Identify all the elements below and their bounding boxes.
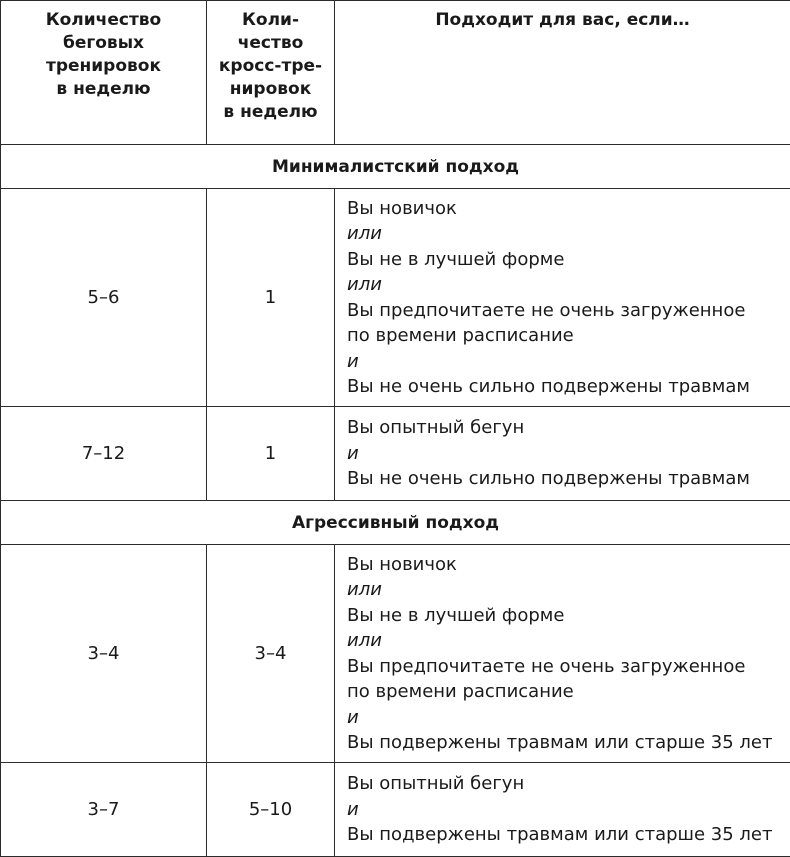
section-title-minimalist: Минималистский подход (1, 145, 790, 189)
condition-line: Вы новичок (347, 552, 790, 578)
header-line: в неделю (1, 78, 206, 101)
condition-line: Вы опытный бегун (347, 415, 790, 441)
cross-value: 1 (207, 189, 335, 407)
header-runs-per-week (1, 1, 207, 145)
condition-line: по времени расписание (347, 323, 790, 349)
header-line: в неделю (207, 101, 334, 124)
condition-line: Вы предпочитаете не очень загруженное (347, 654, 790, 680)
header-line: Подходит для вас, если… (335, 9, 790, 32)
header-line: беговых (1, 32, 206, 55)
conjunction-line: или (347, 577, 790, 603)
conditions-cell (335, 407, 790, 501)
condition-line: Вы не в лучшей форме (347, 247, 790, 273)
header-cross-per-week (207, 1, 335, 145)
header-suits-you-if (335, 1, 790, 145)
table-row (1, 545, 790, 763)
conditions-cell (335, 189, 790, 407)
runs-value: 3–7 (1, 763, 207, 857)
cross-value: 3–4 (207, 545, 335, 763)
condition-line: по времени расписание (347, 679, 790, 705)
header-line: тренировок (1, 55, 206, 78)
header-row (1, 1, 790, 145)
header-line: Коли- (207, 9, 334, 32)
conjunction-line: и (347, 441, 790, 467)
condition-line: Вы не очень сильно подвержены травмам (347, 374, 790, 400)
section-row (1, 145, 790, 189)
conjunction-line: или (347, 221, 790, 247)
conjunction-line: или (347, 272, 790, 298)
runs-value: 3–4 (1, 545, 207, 763)
conjunction-line: или (347, 628, 790, 654)
table-row (1, 189, 790, 407)
cross-value: 1 (207, 407, 335, 501)
conjunction-line: и (347, 797, 790, 823)
runs-value: 5–6 (1, 189, 207, 407)
runs-value: 7–12 (1, 407, 207, 501)
header-line: кросс-тре- (207, 55, 334, 78)
condition-line: Вы новичок (347, 196, 790, 222)
condition-line: Вы подвержены травмам или старше 35 лет (347, 822, 790, 848)
section-title-aggressive: Агрессивный подход (1, 501, 790, 545)
condition-line: Вы не очень сильно подвержены травмам (347, 466, 790, 492)
header-line: чество (207, 32, 334, 55)
condition-line: Вы подвержены травмам или старше 35 лет (347, 730, 790, 756)
conditions-cell (335, 545, 790, 763)
header-line: Количество (1, 9, 206, 32)
conjunction-line: и (347, 349, 790, 375)
condition-line: Вы не в лучшей форме (347, 603, 790, 629)
conjunction-line: и (347, 705, 790, 731)
cross-value: 5–10 (207, 763, 335, 857)
conditions-cell (335, 763, 790, 857)
condition-line: Вы опытный бегун (347, 771, 790, 797)
condition-line: Вы предпочитаете не очень загруженное (347, 298, 790, 324)
header-line: нировок (207, 78, 334, 101)
table-row (1, 763, 790, 857)
table-row (1, 407, 790, 501)
section-row (1, 501, 790, 545)
